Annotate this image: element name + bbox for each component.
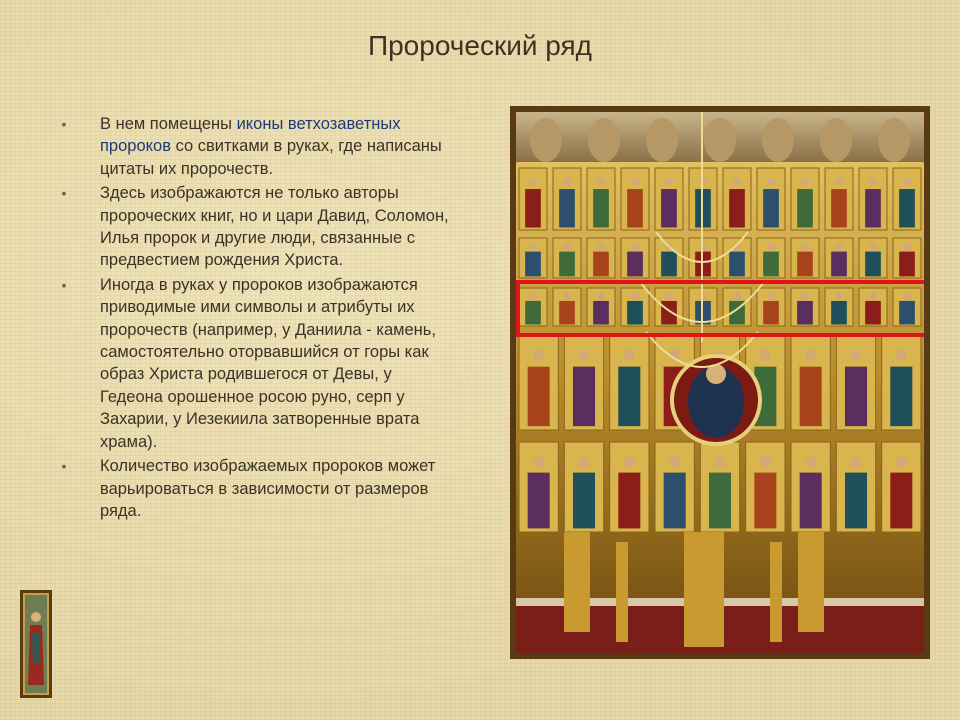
prophet-icon-thumbnail: [20, 590, 52, 698]
bullet-marker: •: [61, 458, 67, 475]
icon-panel: [893, 238, 921, 278]
icon-panel: [553, 238, 581, 278]
vault-fresco: [820, 118, 852, 162]
icon-panel: [519, 288, 547, 326]
icon-panel: [757, 238, 785, 278]
bullet-marker: •: [61, 185, 67, 202]
icon-panel: [587, 168, 615, 230]
icon-panel: [519, 238, 547, 278]
icon-panel: [564, 334, 603, 430]
bullet-item: [58, 274, 458, 453]
icon-panel: [564, 442, 603, 532]
icon-panel: [587, 288, 615, 326]
icon-panel: [791, 334, 830, 430]
icon-panel: [655, 442, 694, 532]
icon-panel: [836, 334, 875, 430]
bullet-item: [58, 182, 458, 272]
icon-panel: [825, 288, 853, 326]
icon-panel: [791, 442, 830, 532]
bullet-list: [58, 113, 458, 524]
icon-panel: [655, 288, 683, 326]
icon-panel: [587, 238, 615, 278]
icon-panel: [621, 288, 649, 326]
iconostasis-photo: [510, 106, 930, 659]
icon-panel: [655, 168, 683, 230]
icon-panel: [859, 288, 887, 326]
iconostasis-photo-image: [516, 112, 924, 653]
bullet-highlight-link[interactable]: иконы ветхозаветных пророков: [100, 115, 401, 156]
icon-panel: [519, 442, 558, 532]
bullet-text: Количество изображаемых пророков может варьироваться в зависимости от размеров ряда.: [100, 457, 436, 520]
icon-panel: [519, 334, 558, 430]
icon-panel: [882, 334, 921, 430]
bullet-marker: •: [61, 276, 67, 293]
icon-panel: [621, 168, 649, 230]
icon-panel: [893, 288, 921, 326]
bullet-item: [58, 113, 458, 180]
icon-panel: [836, 442, 875, 532]
icon-panel: [893, 168, 921, 230]
prophet-icon-image: [23, 593, 49, 695]
icon-panel: [519, 168, 547, 230]
icon-panel: [882, 442, 921, 532]
vault-fresco: [646, 118, 678, 162]
icon-panel: [621, 238, 649, 278]
vault-fresco: [878, 118, 910, 162]
icon-panel: [553, 288, 581, 326]
bullet-text-start: В нем помещены: [100, 115, 237, 133]
bullet-marker: •: [61, 116, 67, 132]
vault-fresco: [530, 118, 562, 162]
icon-panel: [825, 168, 853, 230]
vault-fresco: [762, 118, 794, 162]
icon-panel: [610, 334, 649, 430]
icon-panel: [757, 288, 785, 326]
vault-fresco: [588, 118, 620, 162]
icon-panel: [610, 442, 649, 532]
bullet-item: [58, 455, 458, 522]
icon-panel: [791, 168, 819, 230]
icon-panel: [746, 442, 785, 532]
bullet-text: Здесь изображаются не только авторы пророческих книг, но и цари Давид, Соломон, Илья пророк и другие люди, связанные с предвестием рождения Христа.: [100, 184, 449, 270]
icon-panel: [791, 288, 819, 326]
icon-panel: [757, 168, 785, 230]
vault-fresco: [704, 118, 736, 162]
icon-panel: [825, 238, 853, 278]
icon-panel: [553, 168, 581, 230]
icon-panel: [700, 442, 739, 532]
icon-panel: [859, 168, 887, 230]
bullet-text-end: со свитками в руках, где написаны цитаты их пророчеств.: [100, 137, 442, 178]
icon-panel: [723, 288, 751, 326]
icon-panel: [723, 168, 751, 230]
slide-title: Пророческий ряд: [367, 30, 593, 61]
bullet-text: Иногда в руках у пророков изображаются приводимые ими символы и атрибуты их пророчеств (например, у Даниила - камень, самостоятельно оторвавшийся от горы как образ Христа родившегося от Девы, у Гедеона орошенное росою руно, серп у Захарии, у Иезекиила затворенные врата храма).: [100, 275, 436, 451]
icon-panel: [859, 238, 887, 278]
icon-panel: [791, 238, 819, 278]
icon-panel: [655, 238, 683, 278]
